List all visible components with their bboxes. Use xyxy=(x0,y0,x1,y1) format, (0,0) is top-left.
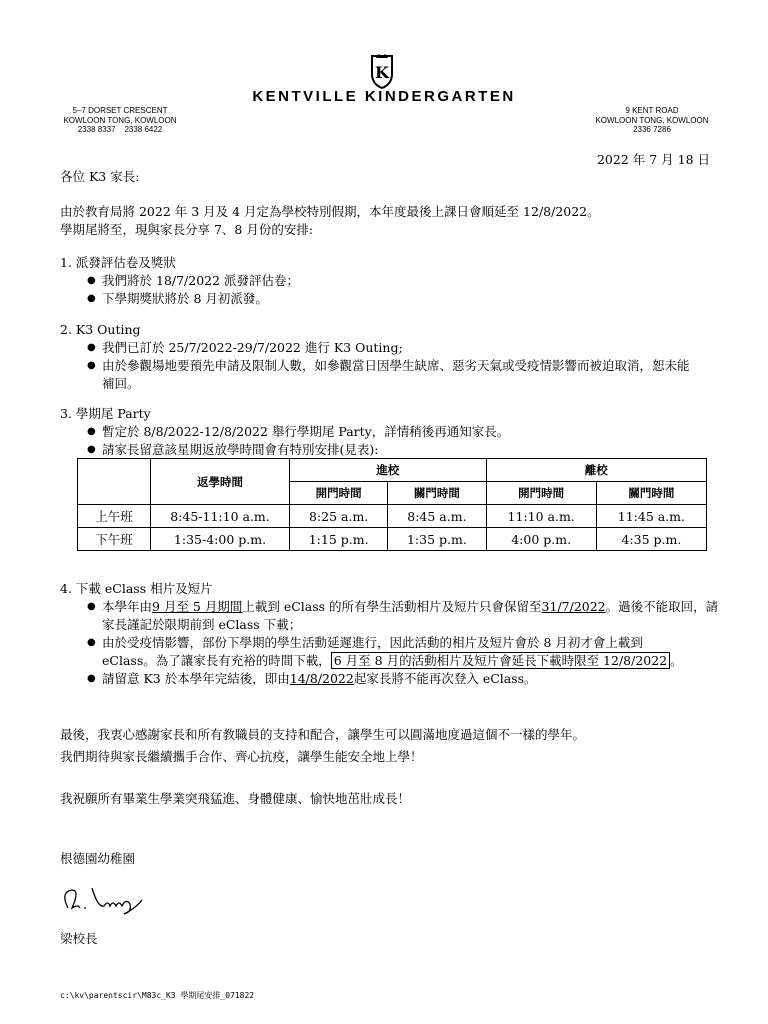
intro-paragraph: 由於教育局將 2022 年 3 月及 4 月定為學校特別假期，本年度最後上課日會順延至 12/8/2022。 學期尾將至，現與家長分享 7、8 月份的安排: xyxy=(60,204,600,237)
section-title: 3. 學期尾 Party xyxy=(60,406,151,421)
greeting: 各位 K3 家長: xyxy=(60,169,140,184)
right-address: 9 KENT ROAD KOWLOON TONG, KOWLOON 2336 7286 xyxy=(595,106,709,134)
section-1 xyxy=(60,254,720,308)
file-path-footer: c:\kv\parentscir\M83c_K3 學期尾安排_071822 xyxy=(60,991,255,1000)
list-item: ● 我們已訂於 25/7/2022-29/7/2022 進行 K3 Outing; xyxy=(60,339,720,357)
section-4 xyxy=(60,580,720,688)
list-item: ● 由於參觀場地要預先申請及限制人數，如參觀當日因學生缺席、惡劣天氣或受疫情影響而被迫取消，恕未能補回。 xyxy=(60,357,720,393)
section-title: 2. K3 Outing xyxy=(60,322,141,337)
list-item: ● 暫定於 8/8/2022-12/8/2022 舉行學期尾 Party，詳情稍後再通知家長。 xyxy=(60,423,720,441)
table-corner-cell xyxy=(78,459,151,505)
table-row: 下午班 1:35-4:00 p.m. 1:15 p.m. 1:35 p.m. 4:00 p.m. 4:35 p.m. xyxy=(78,528,707,551)
table-row: 上午班 8:45-11:10 a.m. 8:25 a.m. 8:45 a.m. 11:10 a.m. 11:45 a.m. xyxy=(78,505,707,528)
list-item: ● 本學年由9 月至 5 月期間上載到 eClass 的所有學生活動相片及短片只會保留至31/7/2022。過後不能取回，請家長謹記於限期前到 eClass 下載； xyxy=(60,598,720,634)
list-item: ● 請留意 K3 於本學年完結後，即由14/8/2022起家長將不能再次登入 eClass。 xyxy=(60,670,720,688)
table-header: 開門時間 xyxy=(290,482,388,505)
school-crest-logo xyxy=(366,50,398,90)
list-item: ● 請家長留意該星期返放學時間會有特別安排(見表): xyxy=(60,441,720,459)
table-header: 返學時間 xyxy=(151,459,290,505)
table-header: 進校 xyxy=(290,459,487,482)
table-header: 關門時間 xyxy=(388,482,486,505)
list-item: ● 我們將於 18/7/2022 派發評估卷； xyxy=(60,272,720,290)
table-header: 離校 xyxy=(486,459,706,482)
section-title: 4. 下載 eClass 相片及短片 xyxy=(60,581,213,596)
closing-paragraph: 最後，我衷心感謝家長和所有教職員的支持和配合，讓學生可以圓滿地度過這個不一樣的學年。 我們期待與家長繼續攜手合作、齊心抗疫，讓學生能安全地上學！ xyxy=(60,727,586,764)
section-2 xyxy=(60,321,720,393)
school-name: KENTVILLE KINDERGARTEN xyxy=(252,88,516,105)
schedule-table xyxy=(77,458,707,551)
left-address: 5–7 DORSET CRESCENT KOWLOON TONG, KOWLOON 2338 8337 2338 6422 xyxy=(63,106,177,134)
principal-signature xyxy=(58,878,148,918)
list-item: ● 下學期獎狀將於 8 月初派發。 xyxy=(60,290,720,308)
letter-date: 2022 年 7 月 18 日 xyxy=(596,152,710,167)
section-title: 1. 派發評估卷及獎狀 xyxy=(60,255,176,270)
section-3 xyxy=(60,405,720,459)
svg-text:K: K xyxy=(375,63,389,82)
list-item: ● 由於受疫情影響，部份下學期的學生活動延遲進行，因此活動的相片及短片會於 8 月初才會上載到 eClass。為了讓家長有充裕的時間下載， 6 月至 8 月的活動相片及短片會延長下載時限至 12/8/2022 。 xyxy=(60,634,720,670)
highlighted-text: 6 月至 8 月的活動相片及短片會延長下載時限至 12/8/2022 xyxy=(331,652,670,669)
signoff-school: 根德園幼稚園 xyxy=(60,851,136,866)
table-header: 關門時間 xyxy=(596,482,706,505)
principal-title: 梁校長 xyxy=(60,931,98,946)
graduation-wish: 我祝願所有畢業生學業突飛猛進、身體健康、愉快地茁壯成長！ xyxy=(60,791,411,806)
table-header: 開門時間 xyxy=(486,482,596,505)
